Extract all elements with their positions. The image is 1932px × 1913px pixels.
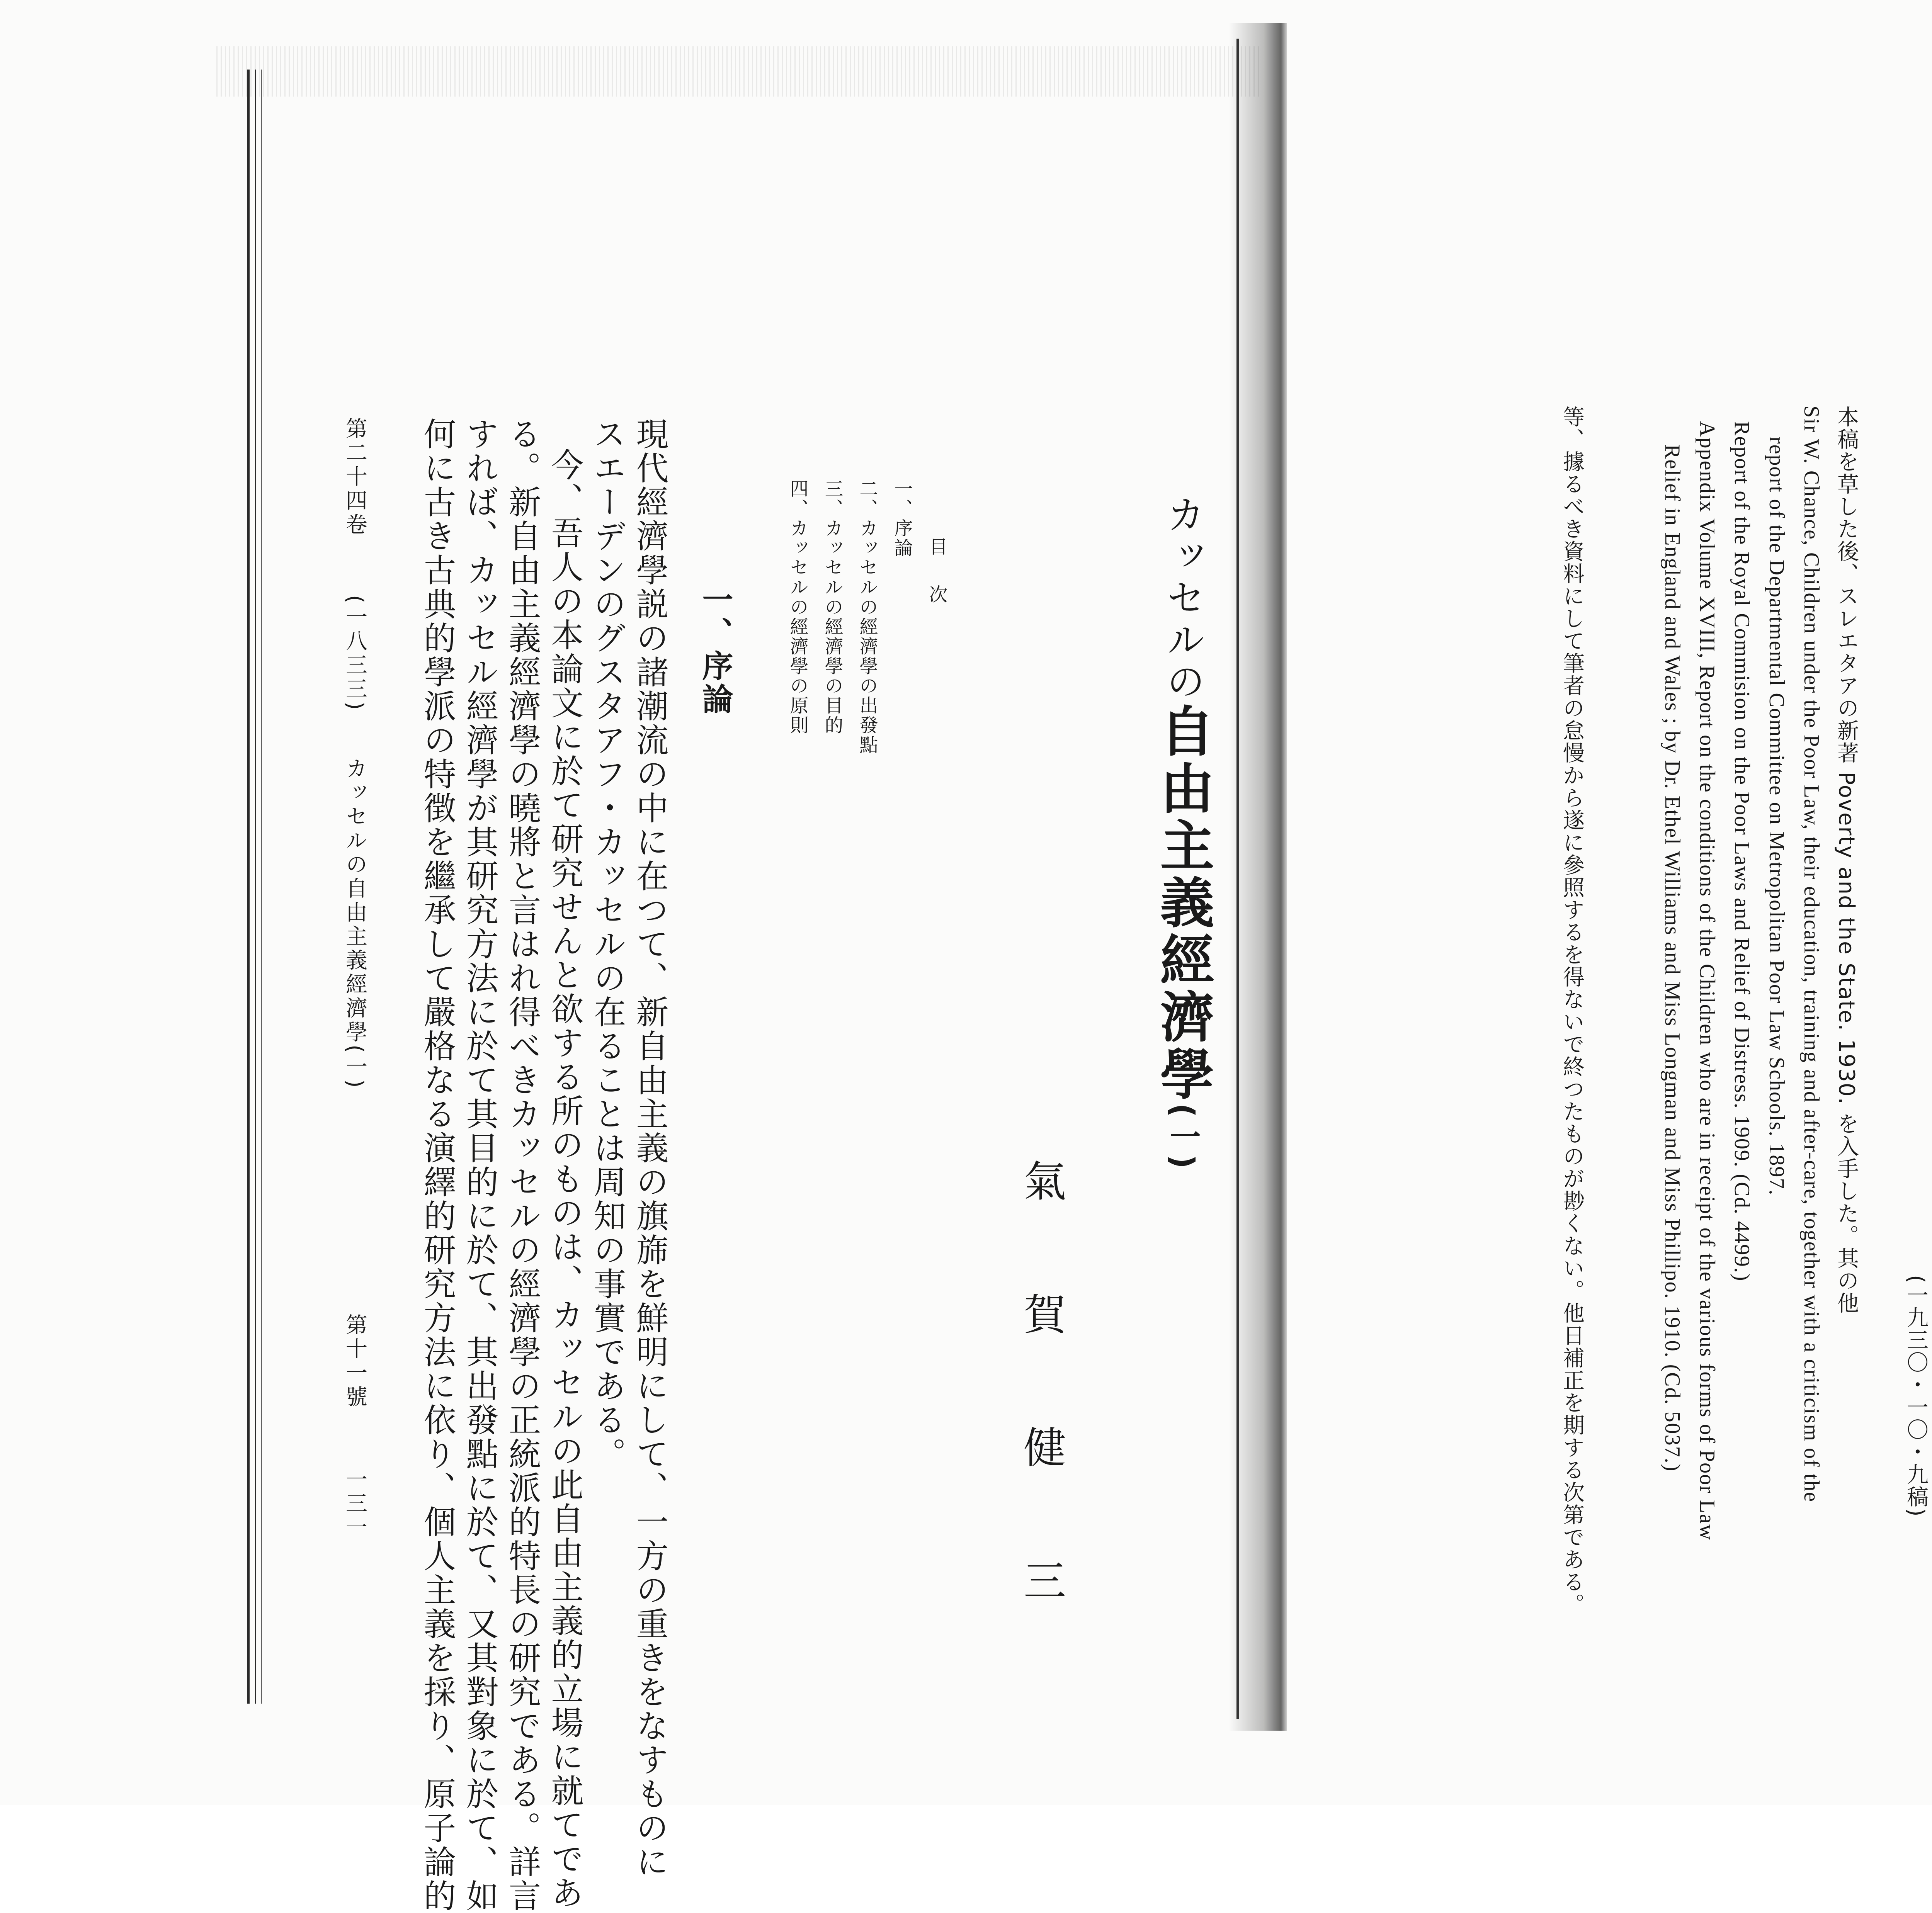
left-footer-running-title: カッセルの自由主義經濟學(一)	[342, 757, 367, 1090]
body-line-6: 何に古き古典的學派の特徴を繼承して嚴格なる演繹的研究方法に依り、個人主義を採り、原子論的	[418, 417, 456, 1913]
postscript-line-4: Report of the Royal Commision on the Poor Laws and Relief of Distress. 1909. (Cd. 4499.)	[1730, 421, 1754, 1282]
body-line-1: 現代經濟學説の諸潮流の中に在つて、新自由主義の旗旆を鮮明にして、一方の重きをなすものに	[631, 417, 669, 1879]
article-title	[1151, 494, 1214, 1172]
body-line-2: スエーデンのグスタアフ・カッセルの在ることは周知の事實である。	[588, 417, 626, 1471]
postscript-line-6: Relief in England and Wales ; by Dr. Ethel Williams and Miss Longman and Miss Phillipo. 1910. (Cd. 5037.)	[1660, 444, 1684, 1472]
toc-item-1: 一、序論	[891, 479, 913, 558]
date-note: (一九三〇・一〇・九稿)	[1903, 1275, 1929, 1517]
body-line-5: すれば、カッセル經濟學が其研究方法に於て其目的に於て、其出發點に於て、又其對象に於て、如	[461, 417, 499, 1913]
postscript-line-3: report of the Departmental Committee on Metropolitan Poor Law Schools. 1897.	[1765, 437, 1789, 1196]
left-margin-rule-thin-2	[261, 70, 262, 1704]
toc-item-4: 四、カッセルの經濟學の原則	[787, 479, 808, 735]
postscript-line-2: Sir W. Chance, Children under the Poor Law, their education, training and after-care, together with a criticism of the	[1799, 406, 1823, 1503]
title-part: (一)	[1165, 1103, 1201, 1172]
postscript-line-1: 本稿を草した後、スレエタアの新著 Poverty and the State. 1930. を入手した。其の他	[1834, 406, 1859, 1315]
left-margin-rule	[247, 70, 250, 1704]
body-line-4: る。新自由主義經濟學の曉將と言はれ得べきカッセルの經濟學の正統派的特長の研究である。詳言	[503, 417, 541, 1913]
gutter-edge	[1236, 39, 1239, 1719]
toc-heading: 目 次	[926, 537, 947, 615]
title-name: カッセル	[1160, 494, 1205, 661]
left-margin-rule-thin	[255, 70, 256, 1704]
scan-noise	[216, 46, 1260, 97]
section-heading: 一、序論	[697, 583, 733, 716]
left-footer-issue: 第十一號	[342, 1313, 367, 1409]
toc-item-2: 二、カッセルの經濟學の出發點	[856, 479, 878, 755]
left-footer-page-number: 一三一	[342, 1468, 367, 1540]
postscript-line-7: 等、據るべき資料にして筆者の怠慢から遂に參照するを得ないで終つたものが尠くない。他日補正を期する次第である。	[1560, 406, 1585, 1616]
left-footer-page-paren: (一八三三)	[342, 595, 367, 712]
title-main: 自由主義經濟學	[1151, 703, 1214, 1103]
title-no: の	[1160, 661, 1205, 703]
body-line-3: 今、吾人の本論文に於て研究せんと欲する所のものは、カッセルの此自由主義的立場に就てであ	[546, 448, 584, 1910]
postscript-line-5: Appendix Volume XVIII, Report on the conditions of the Children who are in receipt of the various forms of Poor Law	[1695, 421, 1719, 1541]
author-name: 氣 賀 健 三	[1017, 1159, 1066, 1640]
left-footer-volume: 第二十四卷	[342, 417, 367, 537]
toc-item-3: 三、カッセルの經濟學の目的	[821, 479, 843, 735]
